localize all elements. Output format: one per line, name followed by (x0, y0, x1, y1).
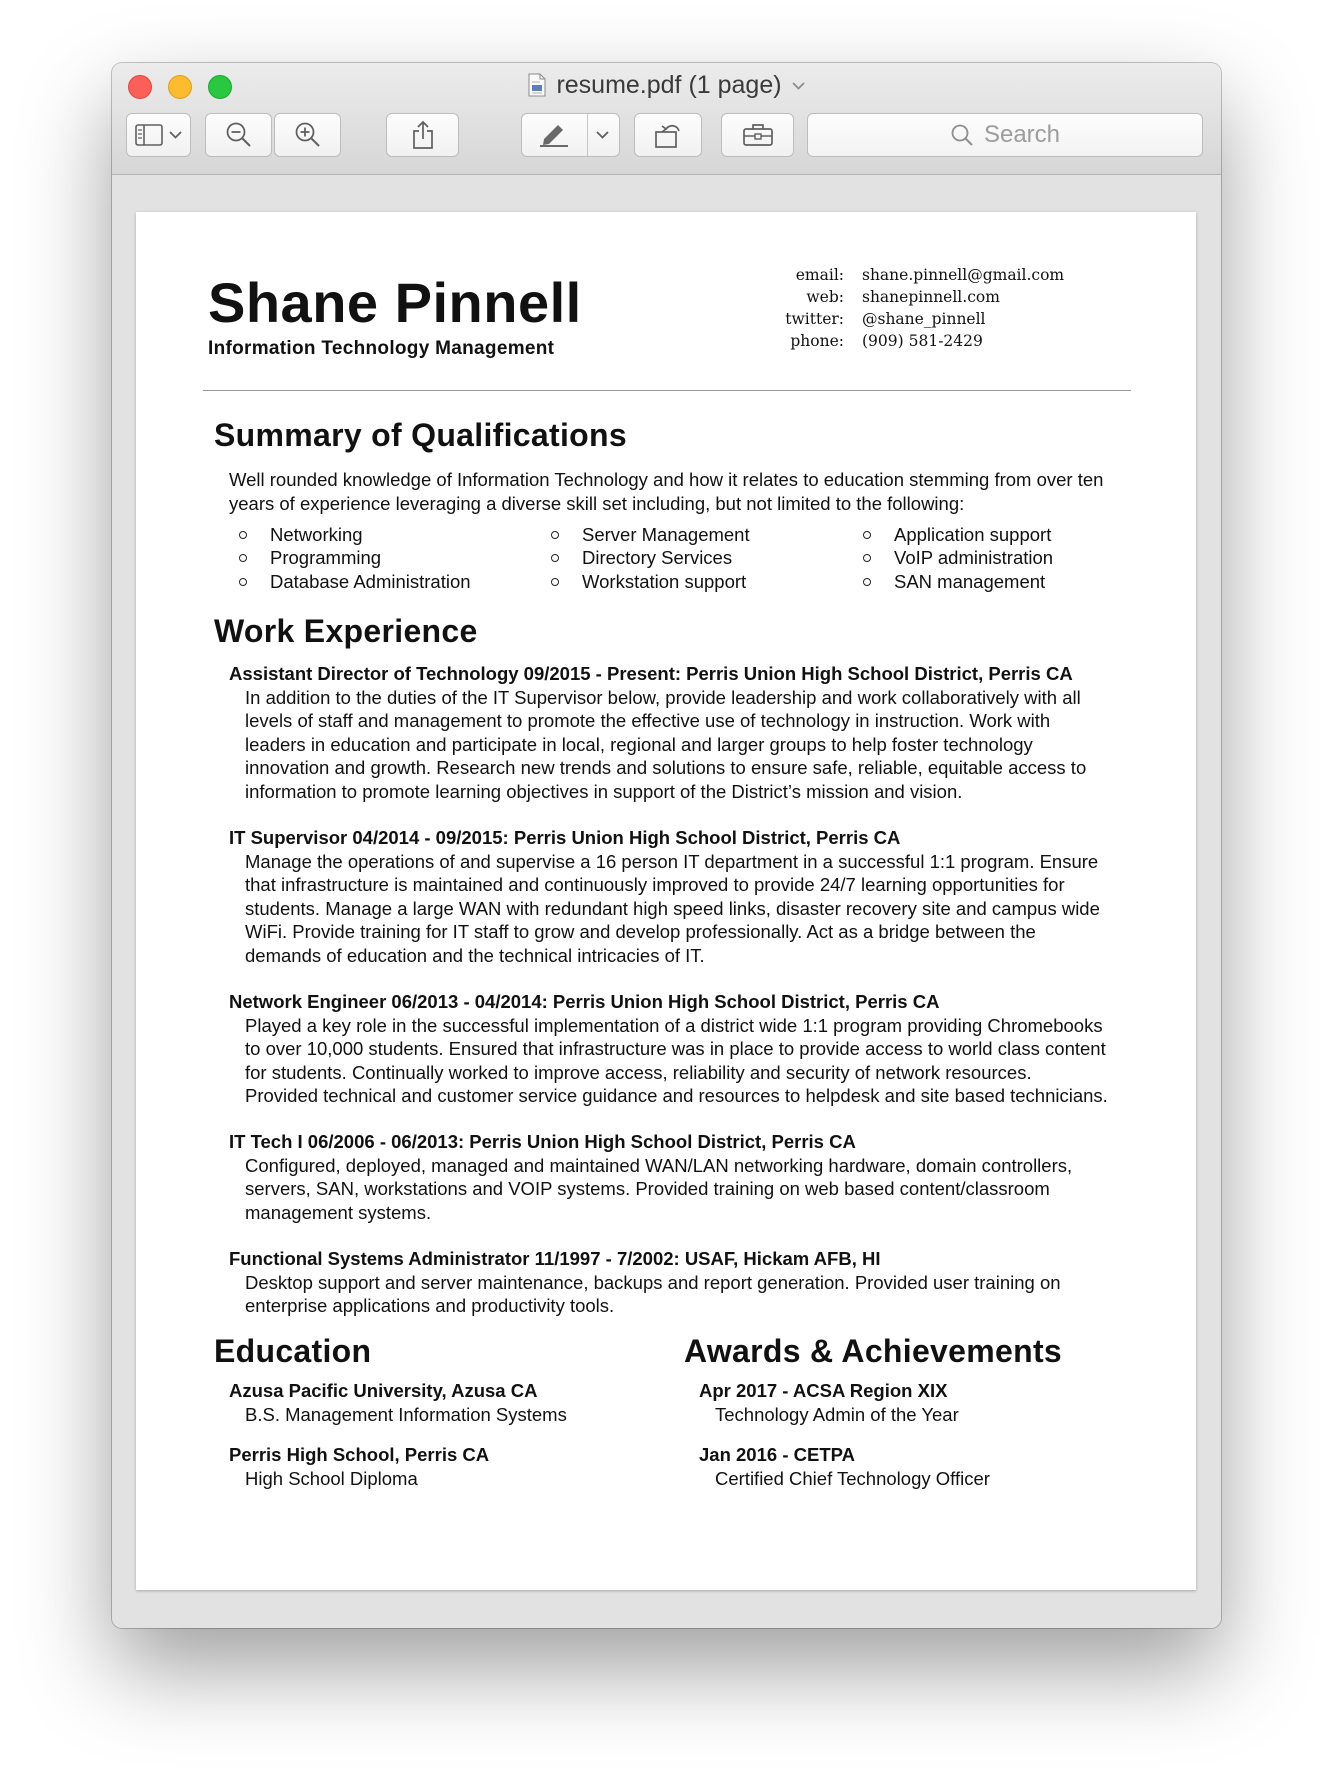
award-title: Jan 2016 - CETPA (699, 1444, 855, 1465)
markup-toggle[interactable] (522, 122, 586, 148)
skill-label: Application support (894, 523, 1052, 545)
rotate-icon (653, 121, 683, 149)
job-description-line: enterprise applications and productivity tools. (245, 1295, 615, 1316)
job-title: IT Supervisor 04/2014 - 09/2015: Perris Union High School District, Perris CA (229, 827, 901, 848)
document-viewport[interactable] (112, 175, 1221, 1628)
preview-window (112, 63, 1221, 1628)
list-item (239, 570, 551, 594)
window-title[interactable] (112, 71, 1221, 101)
job-description-line: In addition to the duties of the IT Supervisor below, provide leadership and work collaboratively with all (245, 686, 1081, 708)
resume-name: Shane Pinnell (208, 271, 582, 334)
job-title: Functional Systems Administrator 11/1997 - 7/2002: USAF, Hickam AFB, HI (229, 1248, 881, 1269)
education-entry (229, 1379, 689, 1426)
contact-label: web: (806, 288, 844, 306)
chevron-down-icon[interactable] (792, 82, 805, 90)
job-description-line: students. Manage a large WAN with redundant high speed links, disaster recovery site and campus wide (245, 897, 1100, 919)
award-title: Apr 2017 - ACSA Region XIX (699, 1380, 948, 1401)
title-bar (112, 63, 1221, 175)
job-entry (229, 1247, 1139, 1318)
toolbox-icon (742, 123, 774, 147)
education-detail: High School Diploma (245, 1467, 418, 1489)
job-title: Network Engineer 06/2013 - 04/2014: Perris Union High School District, Perris CA (229, 991, 940, 1012)
job-description-line: Manage the operations of and supervise a 16 person IT department in a successful 1:1 program. Ensure (245, 850, 1099, 872)
skill-label: Workstation support (582, 570, 747, 592)
education-entry (229, 1443, 689, 1490)
award-entry (699, 1379, 1159, 1426)
rotate-button[interactable] (634, 113, 702, 157)
award-detail: Technology Admin of the Year (715, 1403, 959, 1425)
markup-pen-icon (538, 122, 570, 148)
job-entry (229, 1130, 1139, 1224)
education-title: Perris High School, Perris CA (229, 1444, 490, 1465)
job-description-line: WiFi. Provide training for IT staff to grow and develop professionally. Act as a bridge between the (245, 921, 1036, 942)
zoom-in-button[interactable] (274, 113, 341, 157)
pdf-page (136, 212, 1196, 1590)
sidebar-icon (135, 124, 163, 146)
list-item (863, 547, 1139, 571)
bullet-icon (863, 554, 871, 562)
list-item (863, 570, 1139, 594)
search-icon (950, 123, 974, 147)
job-description-line: management systems. (245, 1201, 432, 1223)
bullet-icon (551, 554, 559, 562)
contact-block (736, 266, 1064, 354)
skill-label: SAN management (894, 570, 1046, 592)
summary-heading: Summary of Qualifications (214, 417, 627, 453)
list-item (551, 523, 863, 547)
award-detail: Certified Chief Technology Officer (715, 1467, 990, 1489)
job-entry (229, 990, 1139, 1108)
bullet-icon (551, 531, 559, 539)
job-description-line: Played a key role in the successful implementation of a district wide 1:1 program providing Chromebooks (245, 1014, 1103, 1036)
window-title-text: resume.pdf (1 page) (556, 71, 782, 99)
list-item (863, 523, 1139, 547)
job-description-line: Provided technical and customer service guidance and resources to helpdesk and site based technicians. (245, 1085, 1108, 1106)
markup-button[interactable] (521, 113, 620, 157)
job-description-line: innovation and growth. Research new trends and solutions to ensure safe, reliable, equitable access to (245, 757, 1087, 778)
skill-label: Directory Services (582, 547, 733, 569)
sidebar-toggle-button[interactable] (126, 113, 191, 157)
search-placeholder: Search (983, 121, 1061, 148)
education-heading: Education (214, 1333, 372, 1369)
job-description (229, 850, 1139, 968)
share-icon (411, 120, 435, 150)
list-item (239, 523, 551, 547)
bullet-icon (239, 578, 247, 586)
job-description-line: demands of education and the technical intricacies of IT. (245, 944, 705, 966)
contact-value: (909) 581-2429 (862, 332, 983, 350)
work-heading: Work Experience (214, 613, 478, 649)
contact-label: phone: (790, 332, 844, 350)
education-detail: B.S. Management Information Systems (245, 1403, 567, 1425)
job-description-line: for students. Continually worked to improve access, reliability and security of network resources. (245, 1061, 1032, 1083)
search-field[interactable] (807, 113, 1203, 157)
zoom-out-icon (225, 121, 253, 149)
toolbox-button[interactable] (721, 113, 794, 157)
job-description (229, 1271, 1139, 1318)
job-description (229, 1154, 1139, 1225)
job-description-line: leaders in education and participate in local, regional and larger groups to help foster technology (245, 733, 1033, 755)
chevron-down-icon (169, 131, 182, 139)
job-description-line: levels of staff and management to promote the effective use of technology in instruction. Work with (245, 710, 1051, 731)
skills-list (239, 523, 1139, 594)
job-description (229, 686, 1139, 804)
skill-label: VoIP administration (894, 547, 1054, 569)
share-button[interactable] (386, 113, 459, 157)
skill-label: Programming (270, 547, 382, 569)
job-title: Assistant Director of Technology 09/2015 - Present: Perris Union High School District, Perris CA (229, 663, 1073, 684)
job-description-line: that infrastructure is maintained and continuously improved to provide 24/7 learning opportunities for (245, 874, 1065, 895)
summary-text: Well rounded knowledge of Information Technology and how it relates to education stemming from over ten years of experience leveraging a diverse skill set including, but not limited to the following: (229, 469, 1104, 514)
job-entry (229, 826, 1139, 967)
skill-label: Database Administration (270, 570, 471, 592)
pdf-document-icon (528, 73, 546, 97)
job-description-line: to over 10,000 students. Ensured that infrastructure was in place to provide access to world class content (245, 1038, 1106, 1059)
bullet-icon (551, 578, 559, 586)
contact-value: shane.pinnell@gmail.com (862, 266, 1065, 284)
bullet-icon (239, 554, 247, 562)
contact-value: @shane_pinnell (862, 310, 986, 328)
contact-web (736, 288, 1064, 310)
markup-menu-toggle[interactable] (586, 131, 619, 139)
list-item (551, 547, 863, 571)
header-divider (203, 390, 1131, 391)
awards-heading: Awards & Achievements (684, 1333, 1063, 1369)
job-description-line: information to promote learning objectives in support of the District’s mission and vision. (245, 780, 963, 802)
award-entry (699, 1443, 1159, 1490)
contact-label: email: (795, 266, 844, 284)
contact-twitter (736, 310, 1064, 332)
bullet-icon (863, 531, 871, 539)
list-item (551, 570, 863, 594)
contact-email (736, 266, 1064, 288)
chevron-down-icon (596, 131, 609, 139)
job-entry (229, 662, 1139, 803)
skill-label: Networking (270, 523, 363, 545)
contact-value: shanepinnell.com (862, 288, 1000, 306)
job-description (229, 1014, 1139, 1108)
bullet-icon (863, 578, 871, 586)
skill-label: Server Management (582, 523, 750, 545)
job-description-line: Configured, deployed, managed and maintained WAN/LAN networking hardware, domain controllers, (245, 1154, 1073, 1176)
list-item (239, 547, 551, 571)
job-title: IT Tech I 06/2006 - 06/2013: Perris Union High School District, Perris CA (229, 1131, 856, 1152)
contact-label: twitter: (785, 310, 844, 328)
job-description-line: Desktop support and server maintenance, backups and report generation. Provided user training on (245, 1271, 1061, 1293)
job-description-line: servers, SAN, workstations and VOIP systems. Provided training on web based content/classroom (245, 1178, 1050, 1199)
resume-subtitle: Information Technology Management (208, 338, 555, 359)
contact-phone (736, 332, 1064, 354)
education-title: Azusa Pacific University, Azusa CA (229, 1380, 538, 1401)
bullet-icon (239, 531, 247, 539)
zoom-out-button[interactable] (205, 113, 272, 157)
zoom-in-icon (294, 121, 322, 149)
